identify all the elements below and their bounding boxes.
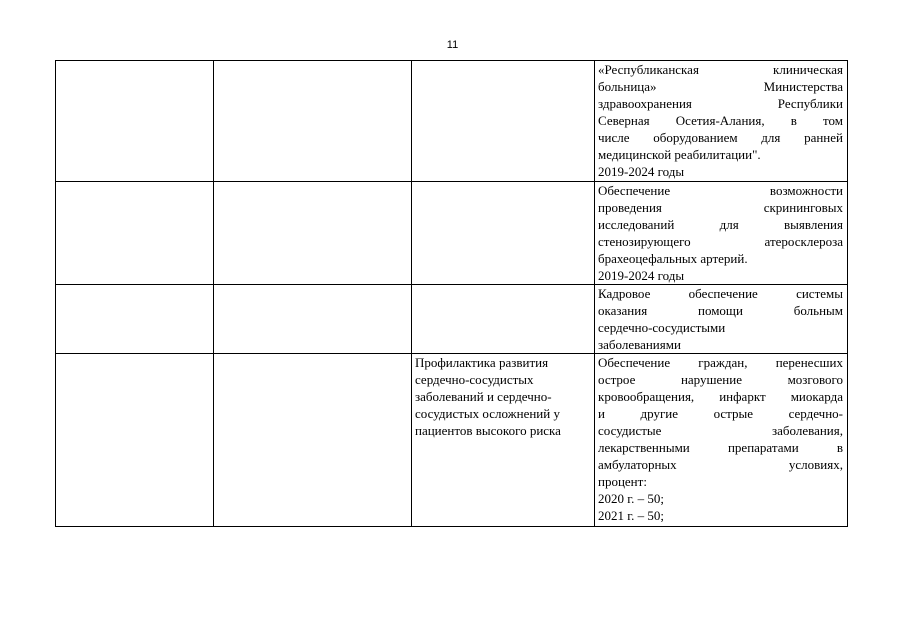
table-cell-empty xyxy=(56,354,214,527)
table-cell-description xyxy=(595,182,848,285)
table-row xyxy=(56,285,848,354)
description-text-line: стенозирующего атеросклероза xyxy=(598,234,843,249)
description-text-line: проведения скрининговых xyxy=(598,200,843,215)
description-text-line: здравоохранения Республики xyxy=(598,96,843,111)
table-row xyxy=(56,354,848,527)
description-text-line: 2021 г. – 50; xyxy=(598,508,664,523)
description-text-line: сердечно-сосудистыми xyxy=(598,320,726,335)
description-text-line: Обеспечение граждан, перенесших xyxy=(598,355,843,370)
description-text-line: Кадровое обеспечение системы xyxy=(598,286,843,301)
measure-text-line: Профилактика развития xyxy=(415,355,549,370)
table-cell-empty xyxy=(56,61,214,182)
description-text-line: кровообращения, инфаркт миокарда xyxy=(598,389,843,404)
description-text-line: оказания помощи больным xyxy=(598,303,843,318)
description-text-line: заболеваниями xyxy=(598,337,681,352)
description-text-line: амбулаторных условиях, xyxy=(598,457,843,472)
table-cell-measure xyxy=(412,354,595,527)
description-text-line: и другие острые сердечно- xyxy=(598,406,843,421)
page-number: 11 xyxy=(446,39,459,51)
table-cell-empty xyxy=(214,182,412,285)
description-text-line: больница» Министерства xyxy=(598,79,843,94)
description-text-line: 2019-2024 годы xyxy=(598,164,685,179)
table-cell-empty xyxy=(214,61,412,182)
measure-text-line: пациентов высокого риска xyxy=(415,423,561,438)
description-text-line: острое нарушение мозгового xyxy=(598,372,843,387)
description-text-line: Обеспечение возможности xyxy=(598,183,843,198)
table-cell-empty xyxy=(56,285,214,354)
table-row xyxy=(56,182,848,285)
measure-text-line: заболеваний и сердечно- xyxy=(415,389,552,404)
description-text-line: медицинской реабилитации". xyxy=(598,147,761,162)
document-table xyxy=(55,60,848,527)
table-cell-empty xyxy=(214,354,412,527)
description-text-line: процент: xyxy=(598,474,647,489)
table-cell-description xyxy=(595,61,848,182)
measure-text-line: сосудистых осложнений у xyxy=(415,406,560,421)
description-text-line: Северная Осетия-Алания, в том xyxy=(598,113,843,128)
table-cell-measure xyxy=(412,61,595,182)
description-text-line: брахеоцефальных артерий. xyxy=(598,251,748,266)
table-cell-description xyxy=(595,285,848,354)
description-text-line: лекарственными препаратами в xyxy=(598,440,843,455)
table-cell-measure xyxy=(412,182,595,285)
table-row xyxy=(56,61,848,182)
description-text-line: 2019-2024 годы xyxy=(598,268,685,283)
description-text-line: сосудистые заболевания, xyxy=(598,423,843,438)
table-cell-empty xyxy=(56,182,214,285)
description-text-line: числе оборудованием для ранней xyxy=(598,130,843,145)
description-text-line: исследований для выявления xyxy=(598,217,843,232)
measure-text-line: сердечно-сосудистых xyxy=(415,372,534,387)
description-text-line: 2020 г. – 50; xyxy=(598,491,664,506)
table-cell-empty xyxy=(214,285,412,354)
table-cell-description xyxy=(595,354,848,527)
description-text-line: «Республиканская клиническая xyxy=(598,62,843,77)
table-cell-measure xyxy=(412,285,595,354)
